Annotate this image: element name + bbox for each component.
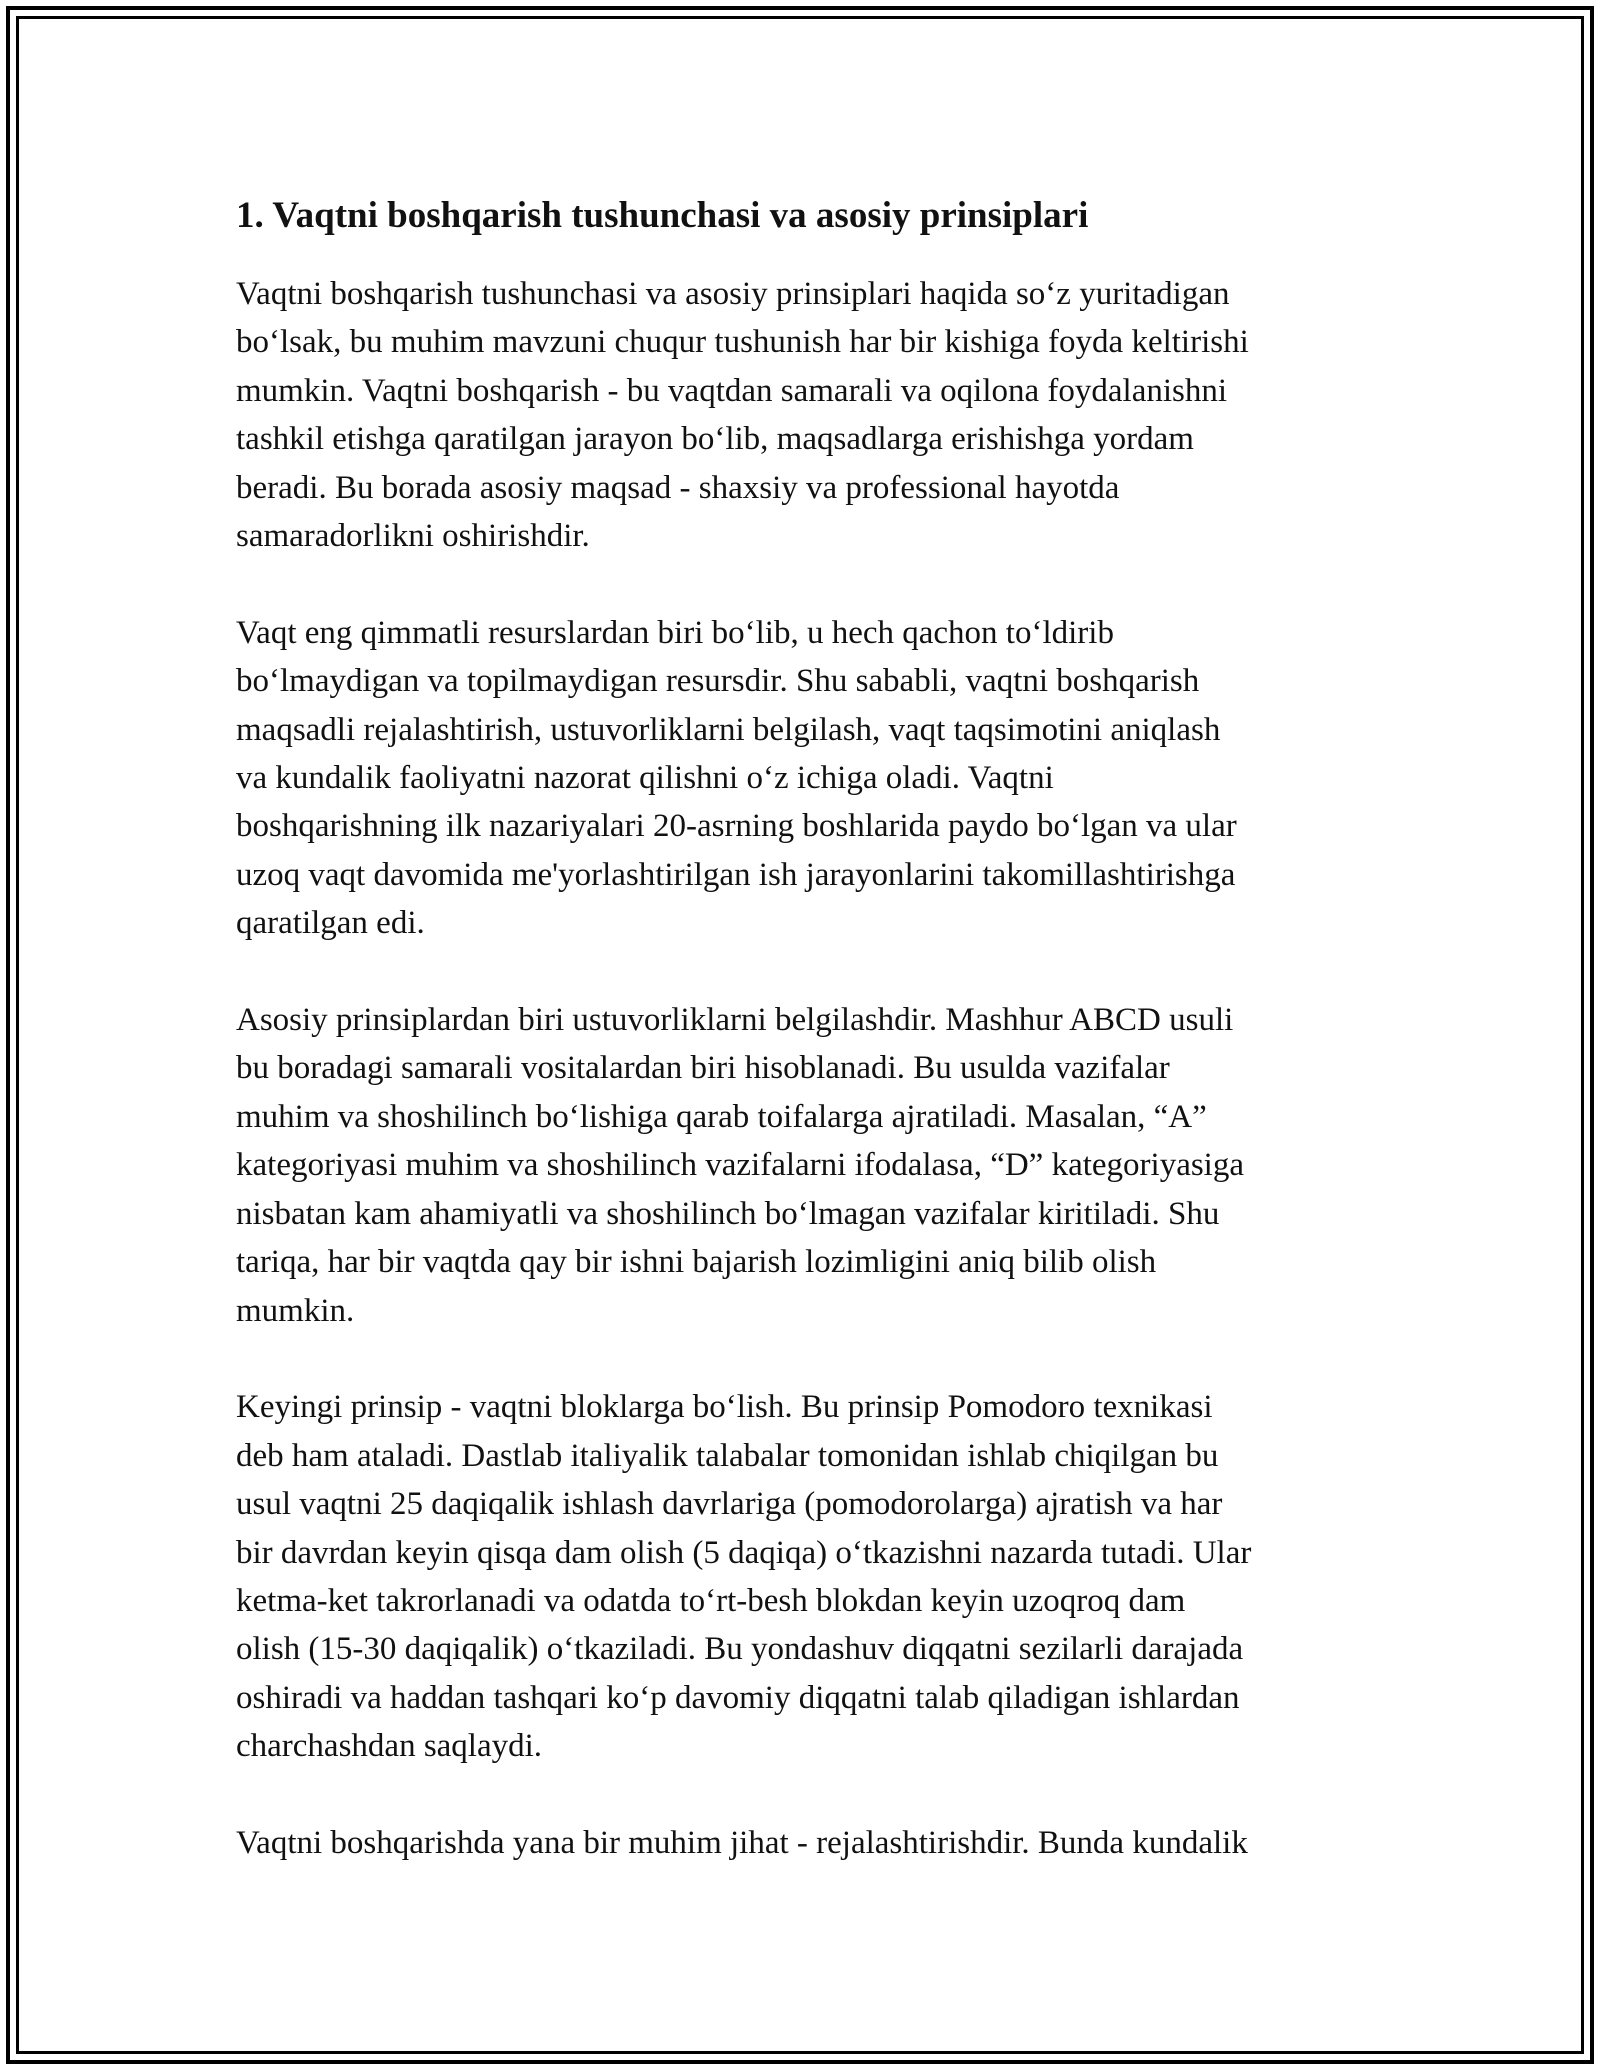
paragraph-line: usul vaqtni 25 daqiqalik ishlash davrlariga (pomodorolarga) ajratish va har <box>236 1486 1223 1523</box>
paragraph-line: tariqa, har bir vaqtda qay bir ishni bajarish lozimligini aniq bilib olish <box>236 1244 1157 1281</box>
paragraph-line: va kundalik faoliyatni nazorat qilishni o‘z ichiga oladi. Vaqtni <box>236 760 1054 797</box>
paragraph-1 <box>236 270 1366 560</box>
document-body <box>236 188 1366 1916</box>
paragraph-5 <box>236 1819 1366 1867</box>
paragraph-line: olish (15-30 daqiqalik) o‘tkaziladi. Bu yondashuv diqqatni sezilarli darajada <box>236 1631 1244 1668</box>
paragraph-line: mumkin. Vaqtni boshqarish - bu vaqtdan samarali va oqilona foydalanishni <box>236 372 1228 409</box>
paragraph-4 <box>236 1383 1366 1770</box>
paragraph-line: uzoq vaqt davomida me'yorlashtirilgan ish jarayonlarini takomillashtirishga <box>236 856 1236 893</box>
paragraph-line: beradi. Bu borada asosiy maqsad - shaxsiy va professional hayotda <box>236 469 1120 506</box>
paragraph-line: bo‘lmaydigan va topilmaydigan resursdir. Shu sababli, vaqtni boshqarish <box>236 663 1200 700</box>
paragraph-line: mumkin. <box>236 1292 355 1329</box>
paragraph-line: bir davrdan keyin qisqa dam olish (5 daqiqa) o‘tkazishni nazarda tutadi. Ular <box>236 1534 1252 1571</box>
paragraph-line: ketma-ket takrorlanadi va odatda to‘rt-besh blokdan keyin uzoqroq dam <box>236 1582 1186 1619</box>
paragraph-line: muhim va shoshilinch bo‘lishiga qarab toifalarga ajratiladi. Masalan, “A” <box>236 1098 1207 1135</box>
paragraph-line: maqsadli rejalashtirish, ustuvorliklarni belgilash, vaqt taqsimotini aniqlash <box>236 711 1221 748</box>
paragraph-line: boshqarishning ilk nazariyalari 20-asrning boshlarida paydo bo‘lgan va ular <box>236 808 1237 845</box>
paragraph-line: bu boradagi samarali vositalardan biri hisoblanadi. Bu usulda vazifalar <box>236 1050 1170 1087</box>
paragraph-line: tashkil etishga qaratilgan jarayon bo‘lib, maqsadlarga erishishga yordam <box>236 421 1194 458</box>
paragraph-2 <box>236 609 1366 948</box>
paragraph-line: Keyingi prinsip - vaqtni bloklarga bo‘lish. Bu prinsip Pomodoro texnikasi <box>236 1389 1213 1426</box>
paragraph-line: kategoriyasi muhim va shoshilinch vazifalarni ifodalasa, “D” kategoriyasiga <box>236 1147 1244 1184</box>
paragraph-line: deb ham ataladi. Dastlab italiyalik talabalar tomonidan ishlab chiqilgan bu <box>236 1437 1219 1474</box>
paragraph-line: samaradorlikni oshirishdir. <box>236 518 590 555</box>
paragraph-line: charchashdan saqlaydi. <box>236 1728 543 1765</box>
paragraph-3 <box>236 996 1366 1335</box>
paragraph-line: qaratilgan edi. <box>236 905 425 942</box>
paragraph-line: nisbatan kam ahamiyatli va shoshilinch bo‘lmagan vazifalar kiritiladi. Shu <box>236 1195 1220 1232</box>
paragraph-line: oshiradi va haddan tashqari ko‘p davomiy diqqatni talab qiladigan ishlardan <box>236 1679 1240 1716</box>
paragraph-line: Asosiy prinsiplardan biri ustuvorliklarni belgilashdir. Mashhur ABCD usuli <box>236 1002 1234 1039</box>
paragraph-line: bo‘lsak, bu muhim mavzuni chuqur tushunish har bir kishiga foyda keltirishi <box>236 324 1249 361</box>
section-heading: 1. Vaqtni boshqarish tushunchasi va asosiy prinsiplari <box>236 195 1089 236</box>
paragraph-line: Vaqtni boshqarish tushunchasi va asosiy prinsiplari haqida so‘z yuritadigan <box>236 276 1230 312</box>
paragraph-line: Vaqt eng qimmatli resurslardan biri bo‘lib, u hech qachon to‘ldirib <box>236 614 1114 651</box>
paragraph-line: Vaqtni boshqarishda yana bir muhim jihat - rejalashtirishdir. Bunda kundalik <box>236 1824 1248 1861</box>
